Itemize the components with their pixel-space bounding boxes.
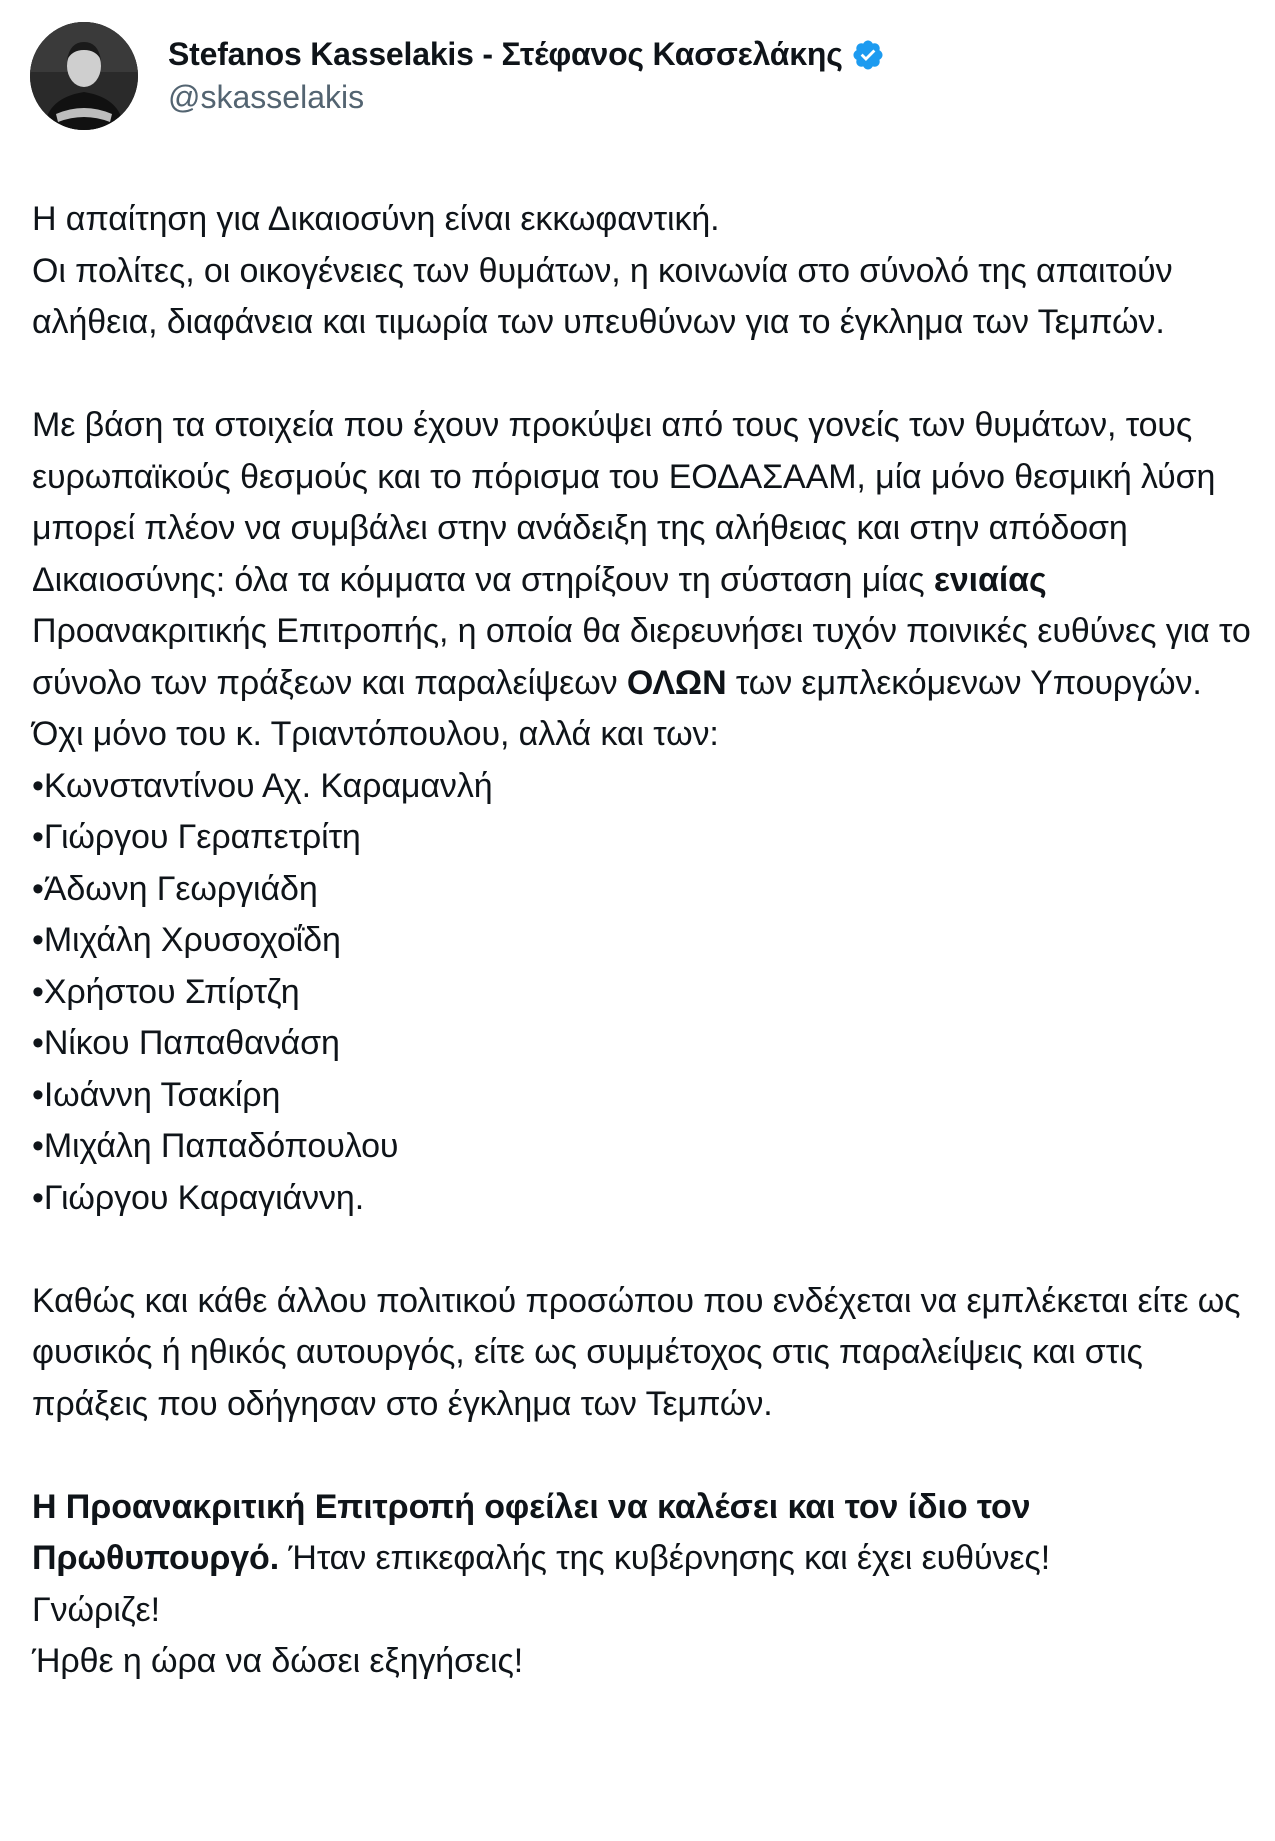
tweet-text-span: των εμπλεκόμενων Υπουργών. Όχι μόνο του κ. Τριαντόπουλου, αλλά και των: (32, 663, 1202, 753)
avatar[interactable] (30, 22, 138, 130)
paragraph-gap (32, 1430, 1257, 1482)
tweet-text-span: Ήταν επικεφαλής της κυβέρνησης και έχει ευθύνες! (279, 1539, 1051, 1577)
minister-list-item: • Νίκου Παπαθανάση (32, 1018, 1257, 1070)
author-handle[interactable]: @skasselakis (168, 79, 365, 115)
paragraph-gap (32, 349, 1257, 401)
tweet-bold-span: Η Προανακριτική Επιτροπή οφείλει να καλέσει και τον ίδιο τον Πρωθυπουργό. (32, 1487, 1031, 1577)
minister-list-item: • Γιώργου Καραγιάννη. (32, 1173, 1257, 1225)
minister-list-item: • Μιχάλη Παπαδόπουλου (32, 1121, 1257, 1173)
tweet-header (30, 22, 885, 130)
tweet-text-span: Προανακριτικής Επιτροπής, η οποία θα διερευνήσει τυχόν ποινικές ευθύνες για το σύνολο των πράξεων και παραλείψεων (32, 612, 1251, 702)
minister-list-item: • Άδωνη Γεωργιάδη (32, 864, 1257, 916)
tweet-text (32, 194, 1257, 1688)
verified-badge-icon (851, 38, 885, 72)
tweet-bold-span: ενιαίας (933, 560, 1047, 599)
display-name-row (168, 36, 885, 73)
tweet-line: Γνώριζε! (32, 1590, 160, 1629)
tweet-paragraph: Καθώς και κάθε άλλου πολιτικού προσώπου που ενδέχεται να εμπλέκεται είτε ως φυσικός ή ηθικός αυτουργός, είτε ως συμμέτοχος στις παραλείψεις και στις πράξεις που οδήγησαν στο έγκλημα των Τεμπών. (32, 1281, 1241, 1423)
tweet-bold-span: ΟΛΩΝ (626, 663, 727, 702)
minister-list-item: • Γιώργου Γεραπετρίτη (32, 812, 1257, 864)
minister-list-item: • Κωνσταντίνου Αχ. Καραμανλή (32, 761, 1257, 813)
tweet-paragraph (32, 1482, 1257, 1585)
tweet-line: Η απαίτηση για Δικαιοσύνη είναι εκκωφαντική. (32, 200, 720, 238)
minister-list-item: • Χρήστου Σπίρτζη (32, 967, 1257, 1019)
tweet-text-span: Με βάση τα στοιχεία που έχουν προκύψει από τους γονείς των θυμάτων, τους ευρωπαϊκούς θεσμούς και το πόρισμα του ΕΟΔΑΣΑΑΜ, μία μόνο θεσμική λύση μπορεί πλέον να συμβάλει στην ανάδειξη της αλήθειας και στην απόδοση Δικαιοσύνης: όλα τα κόμματα να στηρίξουν τη σύσταση μίας (32, 406, 1216, 599)
minister-list-item: • Ιωάννη Τσακίρη (32, 1070, 1257, 1122)
tweet-line: Οι πολίτες, οι οικογένειες των θυμάτων, η κοινωνία στο σύνολό της απαιτούν αλήθεια, διαφάνεια και τιμωρία των υπευθύνων για το έγκλημα των Τεμπών. (32, 251, 1173, 341)
author-display-name[interactable]: Stefanos Kasselakis - Στέφανος Κασσελάκης (168, 36, 843, 72)
author-names (168, 36, 885, 116)
minister-list-item: • Μιχάλη Χρυσοχοΐδη (32, 915, 1257, 967)
tweet-paragraph (32, 400, 1257, 761)
paragraph-gap (32, 1224, 1257, 1276)
tweet-line: Ήρθε η ώρα να δώσει εξηγήσεις! (32, 1642, 524, 1680)
